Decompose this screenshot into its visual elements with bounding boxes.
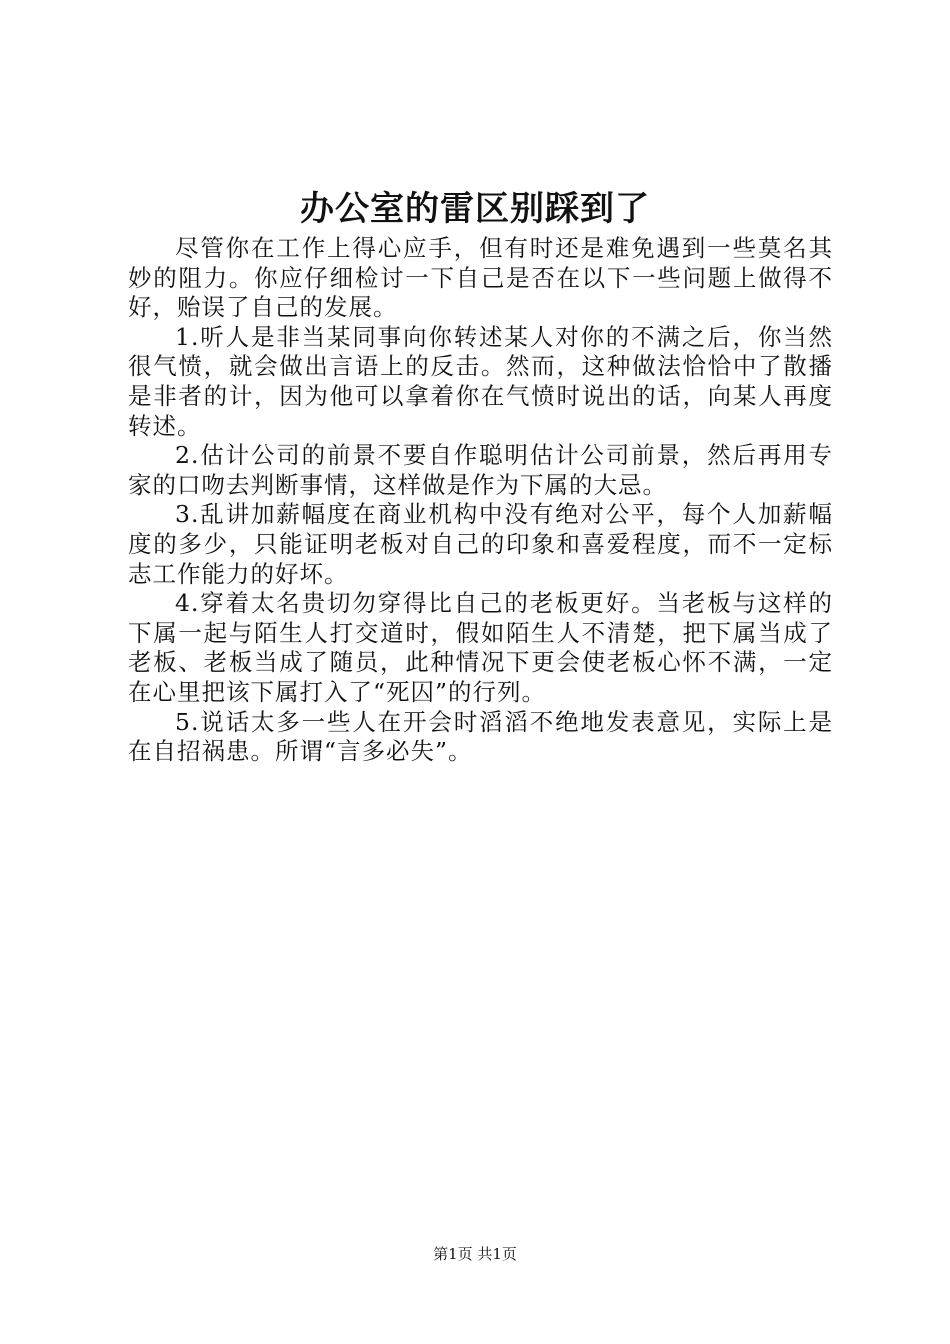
paragraph-item-3: 3.乱讲加薪幅度在商业机构中没有绝对公平，每个人加薪幅度的多少，只能证明老板对自己的印象和喜爱程度，而不一定标志工作能力的好坏。 <box>128 500 833 588</box>
paragraph-intro: 尽管你在工作上得心应手，但有时还是难免遇到一些莫名其妙的阻力。你应仔细检讨一下自己是否在以下一些问题上做得不好，贻误了自己的发展。 <box>128 234 833 322</box>
document-title: 办公室的雷区别踩到了 <box>300 189 650 229</box>
page-footer: 第1页 共1页 <box>433 1245 517 1263</box>
paragraph-item-1: 1.听人是非当某同事向你转述某人对你的不满之后，你当然很气愤，就会做出言语上的反击。然而，这种做法恰恰中了散播是非者的计，因为他可以拿着你在气愤时说出的话，向某人再度转述。 <box>128 322 833 440</box>
paragraph-item-4: 4.穿着太名贵切勿穿得比自己的老板更好。当老板与这样的下属一起与陌生人打交道时，假如陌生人不清楚，把下属当成了老板、老板当成了随员，此种情况下更会使老板心怀不满，一定在心里把该下属打入了“死囚”的行列。 <box>128 589 833 706</box>
paragraph-item-2: 2.估计公司的前景不要自作聪明估计公司前景，然后再用专家的口吻去判断事情，这样做是作为下属的大忌。 <box>128 441 833 499</box>
document-body <box>128 234 833 767</box>
paragraph-item-5: 5.说话太多一些人在开会时滔滔不绝地发表意见，实际上是在自招祸患。所谓“言多必失”。 <box>128 707 833 766</box>
